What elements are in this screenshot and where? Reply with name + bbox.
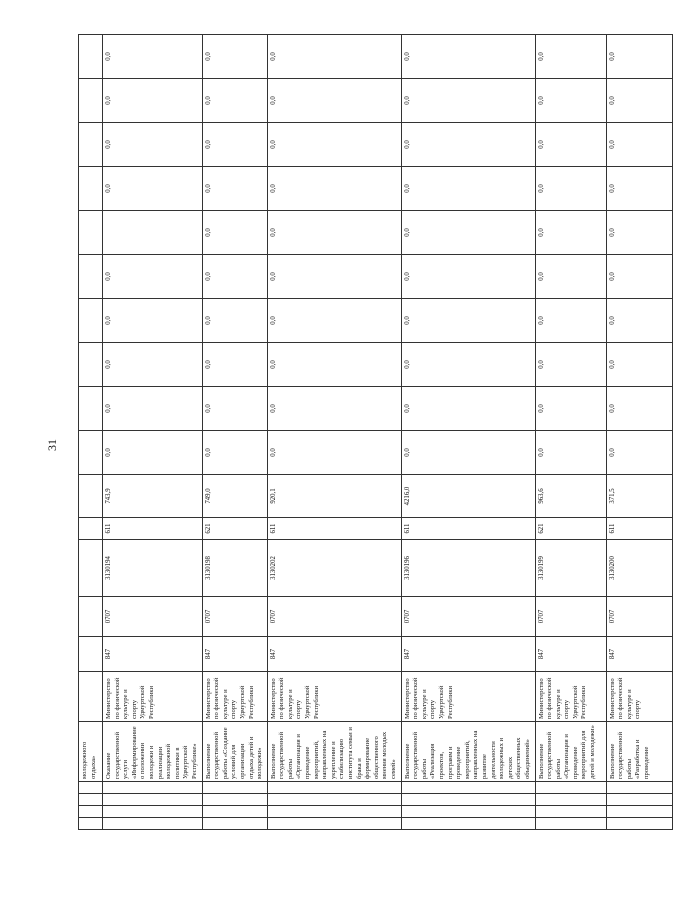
ministry-code-cell [79, 637, 103, 672]
index-cell [535, 806, 606, 818]
value-cell: 0,0 [267, 167, 401, 211]
value-cell: 0,0 [535, 79, 606, 123]
value-cell: 0,0 [103, 431, 203, 475]
article-cell: 3130199 [535, 540, 606, 597]
ministry-code-cell: 847 [202, 637, 267, 672]
value-cell: 0,0 [267, 79, 401, 123]
value-cell: 0,0 [606, 35, 672, 79]
value-cell: 0,0 [606, 255, 672, 299]
table-row [401, 35, 535, 830]
value-cell [79, 123, 103, 167]
value-cell: 0,0 [535, 167, 606, 211]
index-cell [401, 806, 535, 818]
value-cell: 0,0 [401, 299, 535, 343]
activity-name-cell: Выполнение государственной работы «Организация и проведение мероприятий для детей и молодежи» [535, 722, 606, 782]
article-cell: 3130196 [401, 540, 535, 597]
table-row [606, 35, 672, 830]
index-cell [267, 782, 401, 794]
expense-type-cell [79, 518, 103, 540]
activity-name-cell: молодежного отдыха» [79, 722, 103, 782]
value-cell: 0,0 [103, 343, 203, 387]
ministry-code-cell: 847 [267, 637, 401, 672]
activity-name-cell: Выполнение государственной работы «Создание условий для организации отдыха детей и молодежи» [202, 722, 267, 782]
index-cell [103, 806, 203, 818]
index-cell [606, 782, 672, 794]
value-cell [79, 79, 103, 123]
value-cell: 0,0 [103, 79, 203, 123]
value-cell: 0,0 [535, 35, 606, 79]
ministry-code-cell: 847 [535, 637, 606, 672]
value-cell: 0,0 [401, 343, 535, 387]
index-cell [267, 806, 401, 818]
article-cell: 3130194 [103, 540, 203, 597]
ministry-code-cell: 847 [401, 637, 535, 672]
index-cell [103, 782, 203, 794]
index-cell [401, 794, 535, 806]
article-cell: 3130198 [202, 540, 267, 597]
value-cell [79, 255, 103, 299]
article-cell [79, 540, 103, 597]
value-cell: 0,0 [267, 387, 401, 431]
value-cell: 0,0 [535, 123, 606, 167]
value-cell: 0,0 [606, 431, 672, 475]
index-cell [79, 818, 103, 830]
ministry-cell [79, 672, 103, 722]
index-cell [267, 818, 401, 830]
table-row [267, 35, 401, 830]
section-cell [79, 597, 103, 637]
expense-type-cell: 621 [535, 518, 606, 540]
value-cell: 0,0 [103, 123, 203, 167]
value-cell: 0,0 [401, 79, 535, 123]
activity-name-cell: Выполнение государственной работы «Организация и проведение мероприятий, направленных на укрепление и стабилизацию института семьи и брака и формирование общественного мнения молодых семей» [267, 722, 401, 782]
value-cell: 0,0 [606, 211, 672, 255]
index-cell [535, 794, 606, 806]
budget-table [78, 34, 673, 830]
value-cell: 0,0 [103, 255, 203, 299]
value-cell: 0,0 [202, 211, 267, 255]
value-cell: 0,0 [401, 123, 535, 167]
amount-cell: 963,6 [535, 475, 606, 518]
value-cell: 0,0 [267, 431, 401, 475]
index-cell [202, 794, 267, 806]
article-cell: 3130200 [606, 540, 672, 597]
index-cell [79, 806, 103, 818]
expense-type-cell: 611 [606, 518, 672, 540]
index-cell [606, 794, 672, 806]
index-cell [202, 782, 267, 794]
index-cell [202, 818, 267, 830]
expense-type-cell: 611 [401, 518, 535, 540]
amount-cell [79, 475, 103, 518]
value-cell: 0,0 [401, 167, 535, 211]
value-cell: 0,0 [103, 167, 203, 211]
value-cell: 0,0 [267, 211, 401, 255]
value-cell: 0,0 [606, 299, 672, 343]
ministry-code-cell: 847 [103, 637, 203, 672]
value-cell [103, 211, 203, 255]
expense-type-cell: 621 [202, 518, 267, 540]
value-cell [79, 167, 103, 211]
index-cell [606, 806, 672, 818]
value-cell: 0,0 [267, 255, 401, 299]
value-cell: 0,0 [202, 343, 267, 387]
amount-cell: 371,5 [606, 475, 672, 518]
index-cell [401, 818, 535, 830]
ministry-cell: Министерство по физической культуре и спорту [606, 672, 672, 722]
value-cell: 0,0 [606, 387, 672, 431]
value-cell: 0,0 [535, 431, 606, 475]
section-cell: 0707 [267, 597, 401, 637]
section-cell: 0707 [535, 597, 606, 637]
value-cell: 0,0 [202, 431, 267, 475]
value-cell: 0,0 [202, 167, 267, 211]
value-cell: 0,0 [606, 79, 672, 123]
expense-type-cell: 611 [267, 518, 401, 540]
value-cell: 0,0 [535, 255, 606, 299]
value-cell: 0,0 [202, 299, 267, 343]
activity-name-cell: Выполнение государственной работы «Реализация проектов, программ и проведение мероприятий, направленных на развитие деятельности молодежных и детских общественных объединений» [401, 722, 535, 782]
value-cell: 0,0 [103, 387, 203, 431]
index-cell [401, 782, 535, 794]
ministry-cell: Министерство по физической культуре и спорту Удмуртской Республики [267, 672, 401, 722]
table-row [202, 35, 267, 830]
table-row [103, 35, 203, 830]
index-cell [79, 794, 103, 806]
value-cell: 0,0 [401, 255, 535, 299]
article-cell: 3130202 [267, 540, 401, 597]
activity-name-cell: Оказание государственной услуги «Информирование о положении молодежи и реализации молодежной политики в Удмуртской Республике» [103, 722, 203, 782]
value-cell: 0,0 [401, 387, 535, 431]
value-cell: 0,0 [535, 299, 606, 343]
amount-cell: 4216,0 [401, 475, 535, 518]
index-cell [103, 794, 203, 806]
value-cell: 0,0 [535, 211, 606, 255]
index-cell [103, 818, 203, 830]
value-cell: 0,0 [202, 79, 267, 123]
value-cell: 0,0 [401, 35, 535, 79]
budget-table-sheet [78, 35, 650, 830]
index-cell [535, 782, 606, 794]
value-cell: 0,0 [267, 123, 401, 167]
value-cell: 0,0 [202, 255, 267, 299]
amount-cell: 743,9 [103, 475, 203, 518]
activity-name-cell: Выполнение государственной работы «Разработка и проведение [606, 722, 672, 782]
expense-type-cell: 611 [103, 518, 203, 540]
value-cell [79, 387, 103, 431]
amount-cell: 749,0 [202, 475, 267, 518]
value-cell: 0,0 [103, 35, 203, 79]
index-cell [202, 806, 267, 818]
value-cell: 0,0 [535, 343, 606, 387]
value-cell: 0,0 [606, 343, 672, 387]
value-cell [79, 299, 103, 343]
value-cell: 0,0 [267, 343, 401, 387]
index-cell [606, 818, 672, 830]
section-cell: 0707 [202, 597, 267, 637]
table-row [535, 35, 606, 830]
value-cell [79, 35, 103, 79]
section-cell: 0707 [103, 597, 203, 637]
value-cell: 0,0 [202, 387, 267, 431]
value-cell: 0,0 [202, 123, 267, 167]
value-cell: 0,0 [401, 431, 535, 475]
amount-cell: 920,1 [267, 475, 401, 518]
index-cell [79, 782, 103, 794]
value-cell: 0,0 [267, 299, 401, 343]
ministry-cell: Министерство по физической культуре и спорту Удмуртской Республики [401, 672, 535, 722]
section-cell: 0707 [401, 597, 535, 637]
ministry-code-cell: 847 [606, 637, 672, 672]
ministry-cell: Министерство по физической культуре и спорту Удмуртской Республики [535, 672, 606, 722]
value-cell: 0,0 [103, 299, 203, 343]
index-cell [535, 818, 606, 830]
page-number: 31 [45, 439, 59, 451]
value-cell: 0,0 [401, 211, 535, 255]
value-cell: 0,0 [202, 35, 267, 79]
value-cell [79, 211, 103, 255]
value-cell [79, 343, 103, 387]
section-cell: 0707 [606, 597, 672, 637]
value-cell: 0,0 [267, 35, 401, 79]
table-row [79, 35, 103, 830]
index-cell [267, 794, 401, 806]
value-cell: 0,0 [606, 167, 672, 211]
value-cell: 0,0 [535, 387, 606, 431]
ministry-cell: Министерство по физической культуре и спорту Удмуртской Республики [202, 672, 267, 722]
value-cell [79, 431, 103, 475]
ministry-cell: Министерство по физической культуре и спорту Удмуртской Республики [103, 672, 203, 722]
value-cell: 0,0 [606, 123, 672, 167]
